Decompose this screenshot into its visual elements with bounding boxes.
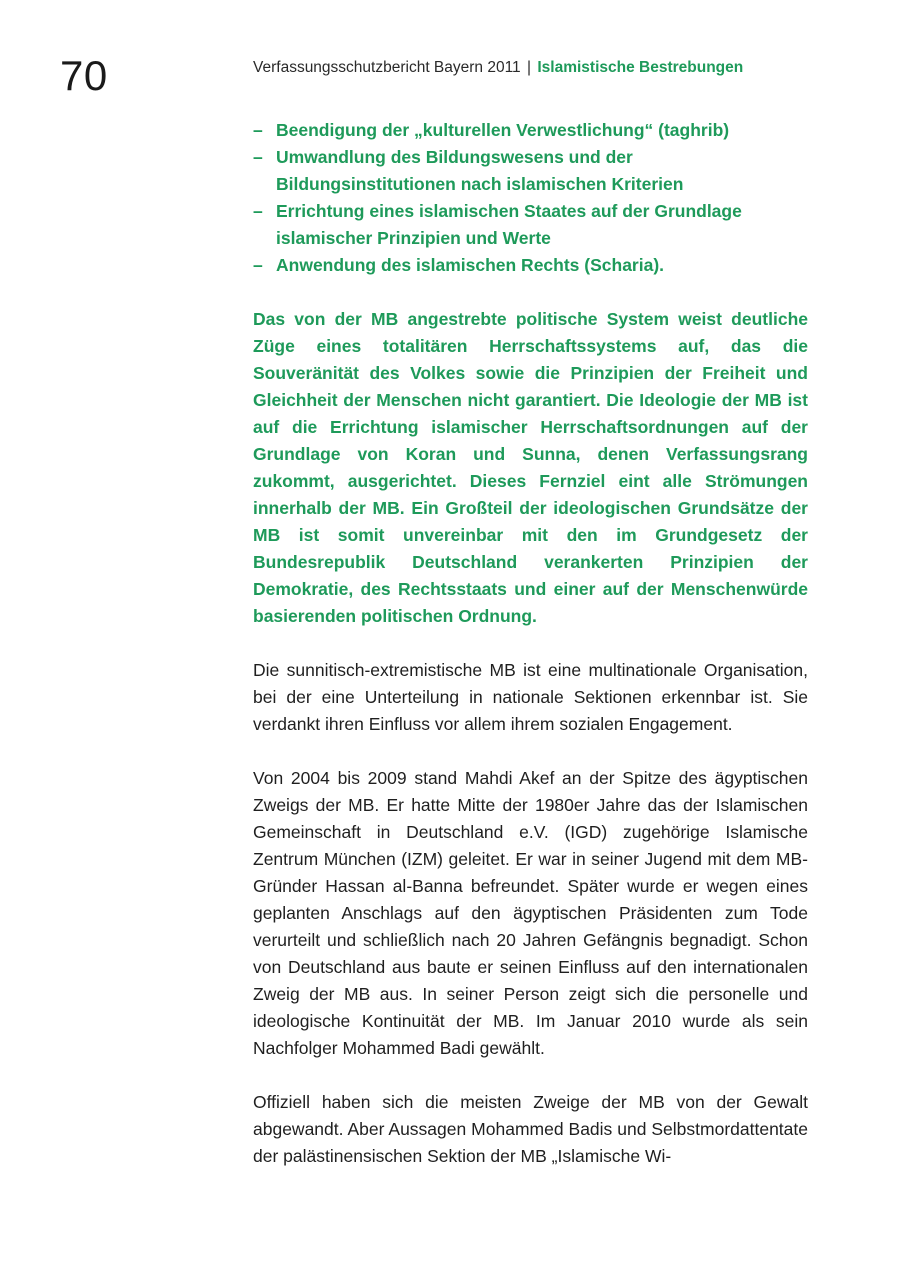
- body-paragraph: Die sunnitisch-extremistische MB ist eine multinationale Organisation, bei der eine Unterteilung in nationale Sektionen erkennbar ist. Sie verdankt ihren Einfluss vor allem ihrem sozialen Engagement.: [253, 660, 808, 734]
- report-title: Verfassungsschutzbericht Bayern 2011: [253, 59, 521, 76]
- list-item-text: Errichtung eines islamischen Staates auf der Grundlage islamischer Prinzipien und Werte: [276, 201, 742, 248]
- body-paragraph: Von 2004 bis 2009 stand Mahdi Akef an der Spitze des ägyptischen Zweigs der MB. Er hatte Mitte der 1980er Jahre das der Islamischen Gemeinschaft in Deutschland e.V. (IGD) zugehörige Islamische Zentrum München (IZM) geleitet. Er war in seiner Jugend mit dem MB-Gründer Hassan al-Banna befreundet. Später wurde er wegen eines geplanten Anschlags auf den ägyptischen Präsidenten zum Tode verurteilt und schließlich nach 20 Jahren Gefängnis begnadigt. Schon von Deutschland aus baute er seinen Einfluss auf den internationalen Zweig der MB aus. In seiner Person zeigt sich die personelle und ideologische Kontinuität der MB. Im Januar 2010 wurde als sein Nachfolger Mohammed Badi gewählt.: [253, 768, 808, 1058]
- section-title: Islamistische Bestrebungen: [537, 59, 744, 76]
- list-dash: –: [253, 255, 263, 275]
- header-separator: |: [527, 59, 532, 76]
- running-header: [253, 58, 743, 78]
- page-number: 70: [60, 52, 108, 99]
- list-item-text: Anwendung des islamischen Rechts (Scharia).: [276, 255, 665, 275]
- goals-list: [253, 117, 808, 279]
- list-dash: –: [253, 201, 263, 221]
- list-item-text: Umwandlung des Bildungswesens und der Bildungsinstitutionen nach islamischen Kriterien: [276, 147, 684, 194]
- list-item: [253, 252, 808, 279]
- body-paragraph: Offiziell haben sich die meisten Zweige der MB von der Gewalt abgewandt. Aber Aussagen Mohammed Badis und Selbstmordattentate der palästinensischen Sektion der MB „Islamische Wi-: [253, 1092, 808, 1166]
- list-item: [253, 144, 808, 198]
- page-body: [253, 117, 808, 1170]
- emphasis-paragraph: Das von der MB angestrebte politische System weist deutliche Züge eines totalitären Herrschaftssystems auf, das die Souveränität des Volkes sowie die Prinzipien der Freiheit und Gleichheit der Menschen nicht garantiert. Die Ideologie der MB ist auf die Errichtung islamischer Herrschaftsordnungen auf der Grundlage von Koran und Sunna, denen Verfassungsrang zukommt, ausgerichtet. Dieses Fernziel eint alle Strömungen innerhalb der MB. Ein Großteil der ideologischen Grundsätze der MB ist somit unvereinbar mit den im Grundgesetz der Bundesrepublik Deutschland verankerten Prinzipien der Demokratie, des Rechtsstaats und einer auf der Menschenwürde basierenden politischen Ordnung.: [253, 309, 808, 626]
- list-dash: –: [253, 120, 263, 140]
- list-item-text: Beendigung der „kulturellen Verwestlichung“ (taghrib): [276, 120, 730, 140]
- list-item: [253, 198, 808, 252]
- list-item: [253, 117, 808, 144]
- list-dash: –: [253, 147, 263, 167]
